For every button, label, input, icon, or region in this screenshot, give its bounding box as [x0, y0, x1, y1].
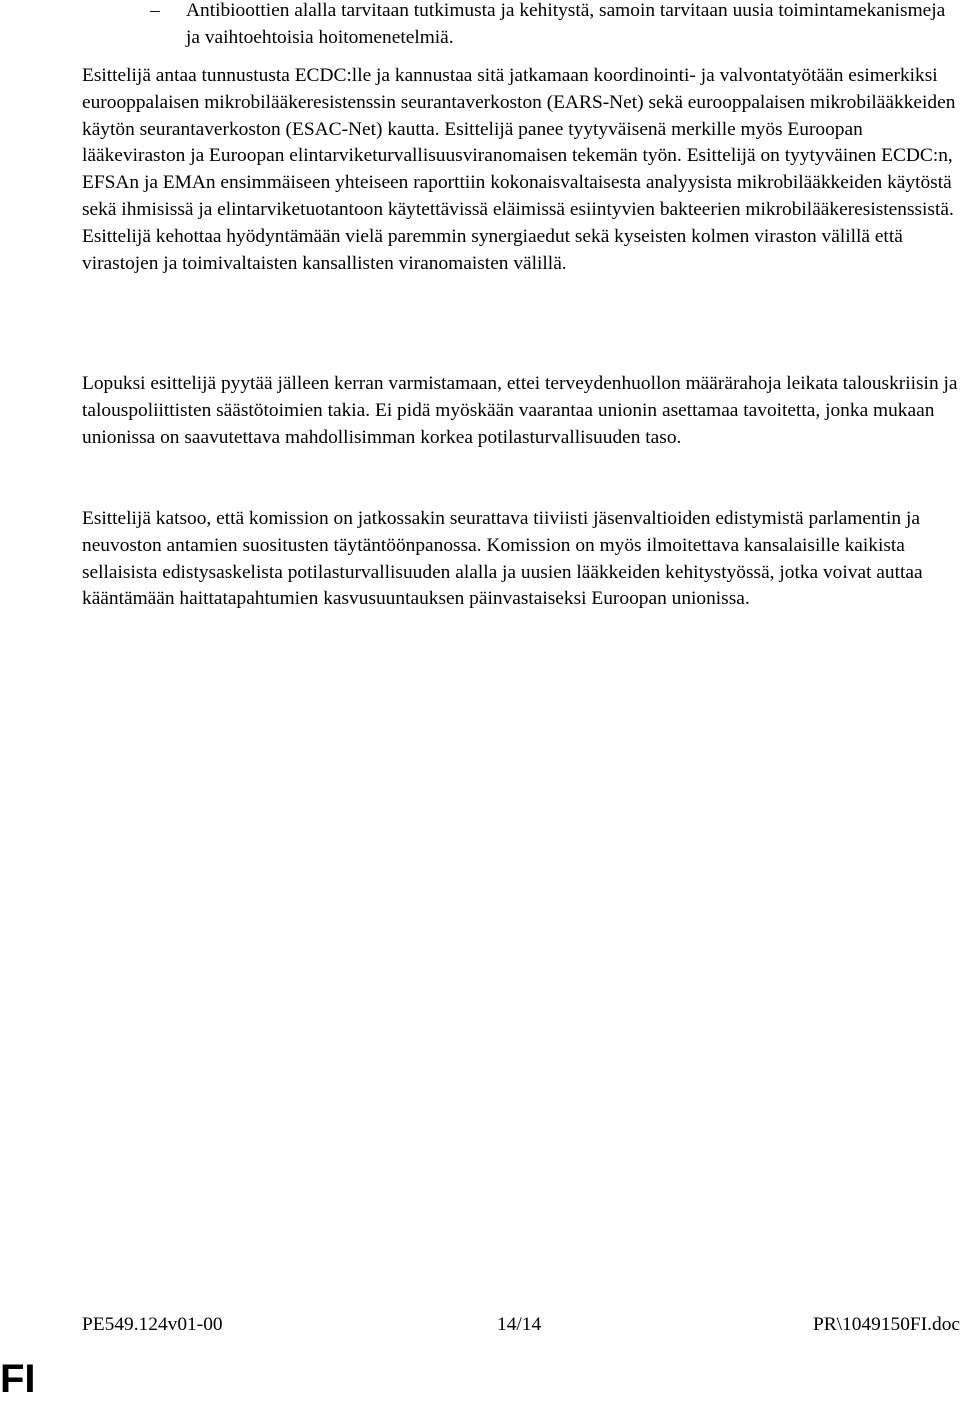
footer-page-number: 14/14	[497, 1314, 542, 1335]
paragraph-ecdc: Esittelijä antaa tunnustusta ECDC:lle ja kannustaa sitä jatkamaan koordinointi- ja valvontatyötään esimerkiksi eurooppalaisen mikrobilääkeresistenssin seurantaverkoston (EARS-Net) sekä eurooppalaisen mikrobilääkkeiden käytön seurantaverkoston (ESAC-Net) kautta. Esittelijä panee tyytyväisenä merkille myös Euroopan lääkeviraston ja Euroopan elintarviketurvallisuusviranomaisen tekemän työn. Esittelijä on tyytyväinen ECDC:n, EFSAn ja EMAn ensimmäiseen yhteiseen raporttiin kokonaisvaltaisesta analyysista mikrobilääkkeiden käytöstä sekä ihmisissä ja elintarviketuotantoon käytettävissä eläimissä esiintyvien bakteerien mikrobilääkeresistenssistä. Esittelijä kehottaa hyödyntämään vielä paremmin synergiaedut sekä kyseisten kolmen viraston välillä että virastojen ja toimivaltaisten kansallisten viranomaisten välillä.	[82, 65, 956, 274]
paragraph-funding: Lopuksi esittelijä pyytää jälleen kerran varmistamaan, ettei terveydenhuollon määrärahoja leikata talouskriisin ja talouspoliittisten säästötoimien takia. Ei pidä myöskään vaarantaa unionin asettamaa tavoitetta, jonka mukaan unionissa on saavutettava mahdollisimman korkea potilasturvallisuuden taso.	[82, 373, 958, 448]
bullet-list-item	[150, 0, 950, 51]
paragraph-commission: Esittelijä katsoo, että komission on jatkossakin seurattava tiiviisti jäsenvaltioiden edistymistä parlamentin ja neuvoston antamien suositusten täytäntöönpanossa. Komission on myös ilmoitettava kansalaisille kaikista sellaisista edistysaskelista potilasturvallisuuden alalla ja uusien lääkkeiden kehitystyössä, jotka voivat auttaa kääntämään haittatapahtumien kasvusuuntauksen päinvastaiseksi Euroopan unionissa.	[82, 508, 923, 610]
footer-document-id: PR\1049150FI.doc	[812, 1314, 960, 1335]
bullet-text: Antibioottien alalla tarvitaan tutkimusta ja kehitystä, samoin tarvitaan uusia toimintamekanismeja ja vaihtoehtoisia hoitomenetelmiä.	[186, 0, 946, 48]
language-code: FI	[0, 1357, 36, 1401]
bullet-dash: –	[150, 0, 160, 21]
footer-reference: PE549.124v01-00	[82, 1314, 223, 1335]
